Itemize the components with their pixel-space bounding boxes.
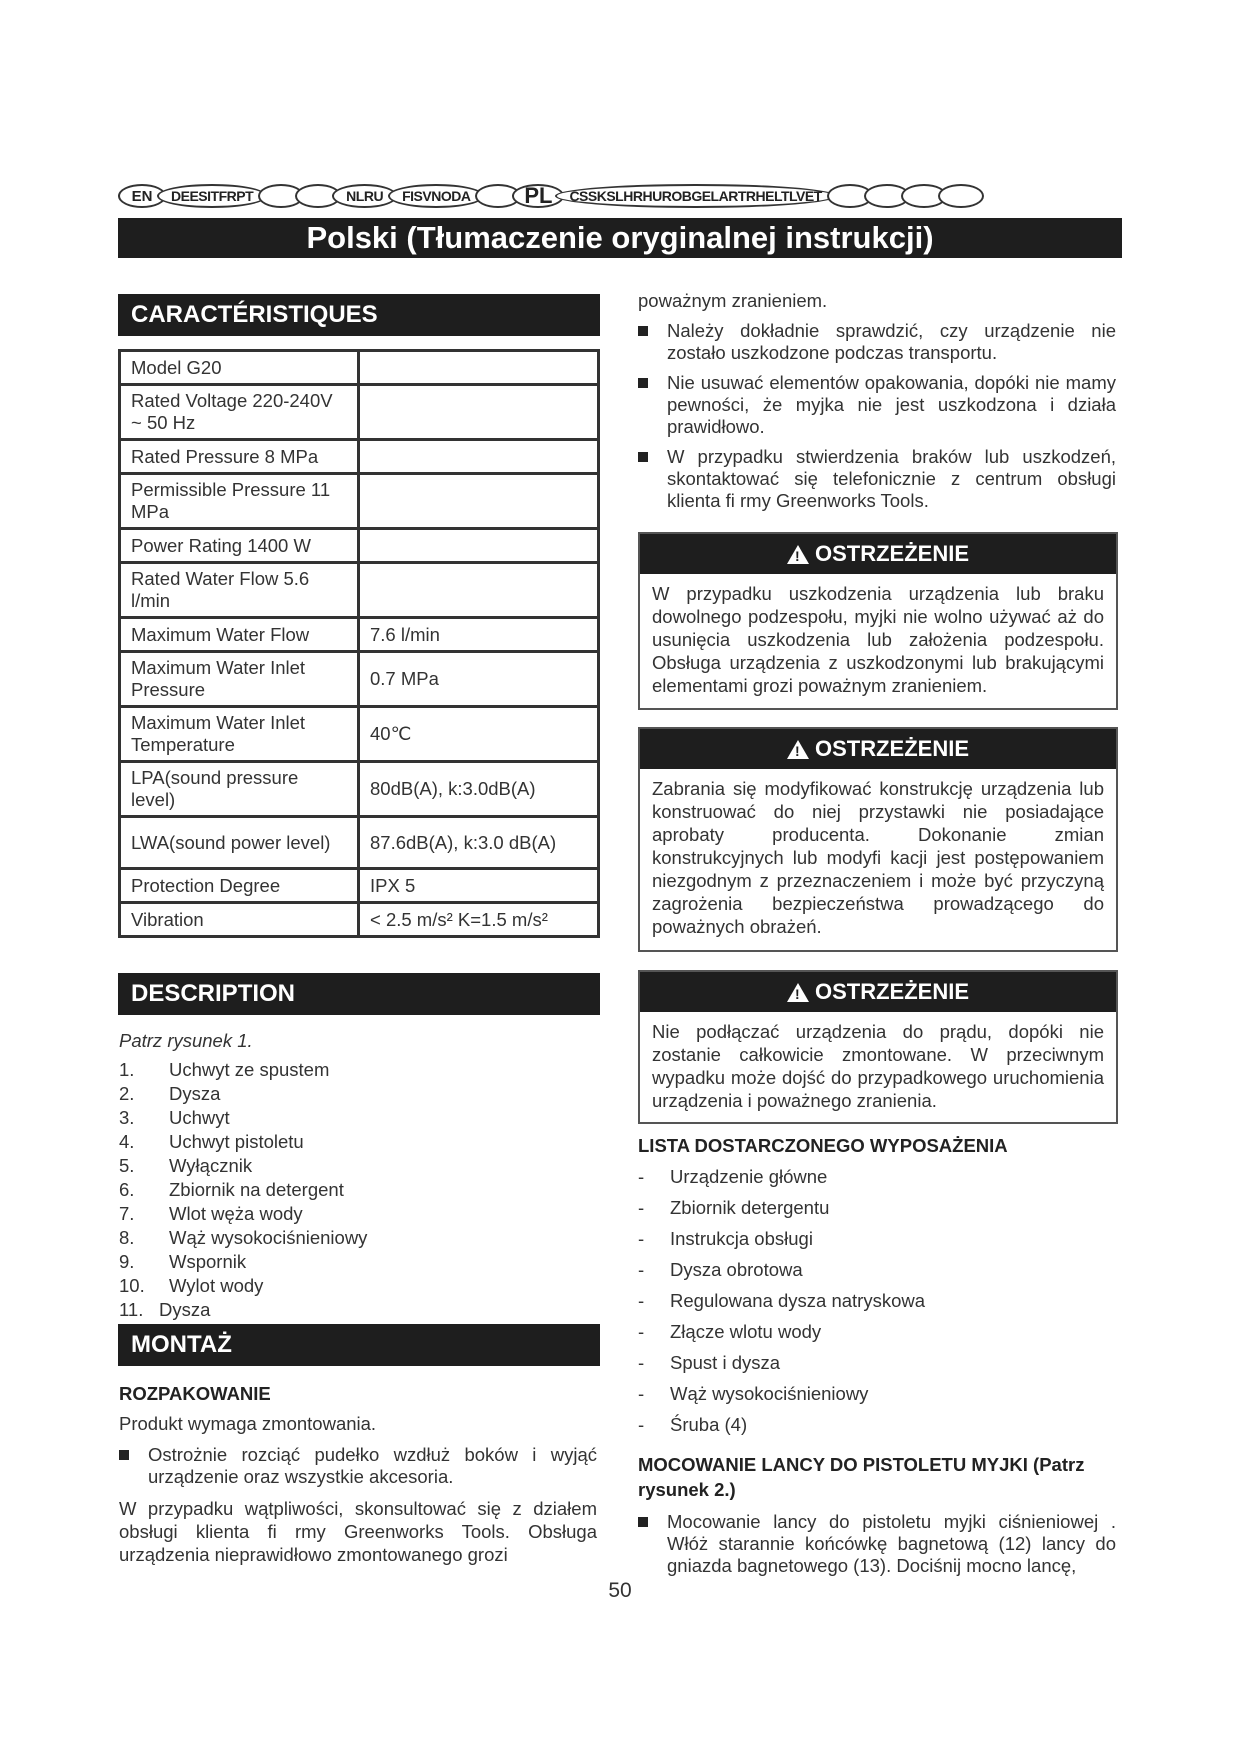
spec-row <box>120 618 599 652</box>
spec-label: Power Rating 1400 W <box>120 529 359 563</box>
spec-value: 87.6dB(A), k:3.0 dB(A) <box>359 817 599 869</box>
bullet-text: Ostrożnie rozciąć pudełko wzdłuż boków i wyjąć urządzenie oraz wszystkie akcesoria. <box>148 1444 597 1487</box>
list-item-text: Spust i dysza <box>670 1352 781 1373</box>
list-item <box>638 1378 1116 1409</box>
spec-row <box>120 817 599 869</box>
dash-marker: - <box>638 1197 645 1218</box>
spec-row <box>120 652 599 707</box>
list-item-number: 10. <box>119 1275 145 1296</box>
list-item <box>638 1254 1116 1285</box>
lang-no: NO <box>431 188 452 204</box>
spec-row <box>120 440 599 474</box>
spec-label: Rated Voltage 220-240V ~ 50 Hz <box>120 385 359 440</box>
list-item-text: Uchwyt <box>169 1107 230 1128</box>
warning-header <box>640 729 1116 769</box>
unpacking-bullet <box>119 1444 597 1488</box>
spec-value <box>359 440 599 474</box>
lang-hu: HU <box>642 188 662 204</box>
list-item-text: Urządzenie główne <box>670 1166 828 1187</box>
lang-tab-group-4 <box>555 184 835 208</box>
list-item-text: Wąż wysokociśnieniowy <box>169 1227 368 1248</box>
spec-value: < 2.5 m/s² K=1.5 m/s² <box>359 903 599 937</box>
lang-ro: RO <box>661 188 682 204</box>
lang-tab-group-1 <box>157 184 267 208</box>
list-item-text: Zbiornik na detergent <box>169 1179 344 1200</box>
warning-text: Nie podłączać urządzenia do prądu, dopóki nie zostanie całkowicie zmontowane. W przeciwnym wypadku może dojść do przypadkowego uruchomienia urządzenia i poważnego zranienia. <box>652 1021 1104 1111</box>
spec-value <box>359 385 599 440</box>
spec-value <box>359 351 599 385</box>
list-item-number: 9. <box>119 1251 135 1272</box>
lang-tab-en: EN <box>118 184 166 208</box>
dash-marker: - <box>638 1259 645 1280</box>
lang-lt: LT <box>773 188 790 204</box>
spec-row <box>120 529 599 563</box>
language-tabs <box>118 181 1118 211</box>
lang-cs: CS <box>569 188 588 204</box>
list-item <box>119 1058 589 1082</box>
lang-bg: BG <box>681 188 702 204</box>
list-item <box>638 1347 1116 1378</box>
warning-header <box>640 972 1116 1012</box>
description-intro: Patrz rysunek 1. <box>119 1030 253 1051</box>
list-item-number: 2. <box>119 1083 135 1104</box>
lang-ar: AR <box>718 188 738 204</box>
spec-row <box>120 474 599 529</box>
list-item <box>638 1192 1116 1223</box>
lang-hr: HR <box>623 188 643 204</box>
warning-box-1 <box>638 532 1118 710</box>
spec-value <box>359 474 599 529</box>
list-item <box>119 1130 589 1154</box>
dash-marker: - <box>638 1414 645 1435</box>
lang-fr: FR <box>218 188 237 204</box>
spec-label: Maximum Water Inlet Temperature <box>120 707 359 762</box>
lang-he: HE <box>755 188 774 204</box>
lang-da: DA <box>451 188 471 204</box>
warning-header <box>640 534 1116 574</box>
lang-sk: SK <box>587 188 607 204</box>
list-item-text: Wlot węża wody <box>169 1203 303 1224</box>
spec-label: LPA(sound pressure level) <box>120 762 359 817</box>
bullet-marker <box>638 452 648 462</box>
spec-row <box>120 903 599 937</box>
lang-pt: PT <box>236 188 254 204</box>
spec-row <box>120 762 599 817</box>
lang-it: IT <box>207 188 219 204</box>
list-item-text: Wyłącznik <box>169 1155 253 1176</box>
list-item <box>638 1285 1116 1316</box>
spec-label: Rated Pressure 8 MPa <box>120 440 359 474</box>
spec-row <box>120 385 599 440</box>
list-item-text: Wąż wysokociśnieniowy <box>670 1383 869 1404</box>
lang-tab-blank <box>938 184 984 208</box>
check-bullet <box>638 446 1116 512</box>
lang-sl: SL <box>606 188 624 204</box>
list-item <box>119 1178 589 1202</box>
unpacking-note: W przypadku wątpliwości, skonsultować się z działem obsługi klienta fi rmy Greenworks Tools. Obsługa urządzenia nieprawidłowo zmontowanego grozi <box>119 1498 597 1565</box>
supplied-list-heading: LISTA DOSTARCZONEGO WYPOSAŻENIA <box>638 1135 1008 1156</box>
check-bullet <box>638 372 1116 438</box>
dash-marker: - <box>638 1166 645 1187</box>
lang-sv: SV <box>413 188 432 204</box>
list-item-number: 4. <box>119 1131 135 1152</box>
spec-label: Protection Degree <box>120 869 359 903</box>
spec-value: 7.6 l/min <box>359 618 599 652</box>
warning-box-3 <box>638 970 1118 1124</box>
continued-text: poważnym zranieniem. <box>638 290 828 311</box>
lang-tab-group-3 <box>388 184 484 208</box>
lance-heading: MOCOWANIE LANCY DO PISTOLETU MYJKI (Patrz rysunek 2.) <box>638 1454 1085 1500</box>
dash-marker: - <box>638 1290 645 1311</box>
spec-row <box>120 869 599 903</box>
bullet-text: Mocowanie lancy do pistoletu myjki ciśnieniowej . Włóż starannie końcówkę bagnetową (12) lancy do gniazda bagnetowego (13). Dociśnij mocno lancę, <box>667 1511 1116 1576</box>
lang-el: EL <box>701 188 719 204</box>
list-item-number: 1. <box>119 1059 135 1080</box>
bullet-text: Należy dokładnie sprawdzić, czy urządzenie nie zostało uszkodzone podczas transportu. <box>667 320 1116 363</box>
spec-row <box>120 563 599 618</box>
bullet-marker <box>119 1450 129 1460</box>
bullet-text: Nie usuwać elementów opakowania, dopóki nie mamy pewności, że myjka nie jest uszkodzona i działa prawidłowo. <box>667 372 1116 437</box>
list-item-text: Uchwyt ze spustem <box>169 1059 330 1080</box>
spec-label: Permissible Pressure 11 MPa <box>120 474 359 529</box>
list-item <box>638 1223 1116 1254</box>
list-item <box>119 1298 589 1322</box>
list-item <box>119 1250 589 1274</box>
unpacking-heading: ROZPAKOWANIE <box>119 1383 271 1404</box>
description-list <box>119 1058 589 1322</box>
warning-box-2 <box>638 727 1118 952</box>
list-item-number: 5. <box>119 1155 135 1176</box>
warning-icon <box>787 740 809 759</box>
list-item-number: 11. <box>119 1299 144 1320</box>
lang-et: ET <box>804 188 822 204</box>
lang-ru: RU <box>363 188 384 204</box>
warning-icon <box>787 545 809 564</box>
list-item-number: 3. <box>119 1107 135 1128</box>
dash-marker: - <box>638 1228 645 1249</box>
spec-row <box>120 351 599 385</box>
description-heading: DESCRIPTION <box>118 973 600 1015</box>
spec-value: 40℃ <box>359 707 599 762</box>
spec-label: Maximum Water Inlet Pressure <box>120 652 359 707</box>
page-number: 50 <box>608 1579 632 1602</box>
dash-marker: - <box>638 1383 645 1404</box>
list-item <box>119 1154 589 1178</box>
specs-table <box>118 349 600 938</box>
spec-value: IPX 5 <box>359 869 599 903</box>
spec-row <box>120 707 599 762</box>
list-item-text: Dysza <box>169 1083 221 1104</box>
spec-value <box>359 563 599 618</box>
list-item-number: 8. <box>119 1227 135 1248</box>
list-item <box>119 1106 589 1130</box>
spec-value: 80dB(A), k:3.0dB(A) <box>359 762 599 817</box>
list-item-text: Zbiornik detergentu <box>670 1197 830 1218</box>
spec-label: LWA(sound power level) <box>120 817 359 869</box>
supplied-list <box>638 1161 1116 1440</box>
spec-label: Maximum Water Flow <box>120 618 359 652</box>
list-item-text: Dysza <box>159 1299 211 1320</box>
list-item-number: 7. <box>119 1203 135 1224</box>
lang-es: ES <box>189 188 208 204</box>
lang-lv: LV <box>789 188 805 204</box>
lang-de: DE <box>171 188 190 204</box>
list-item <box>119 1202 589 1226</box>
specs-heading: CARACTÉRISTIQUES <box>118 294 600 336</box>
check-bullet <box>638 320 1116 364</box>
spec-label: Rated Water Flow 5.6 l/min <box>120 563 359 618</box>
spec-value <box>359 529 599 563</box>
bullet-marker <box>638 1517 648 1527</box>
bullet-marker <box>638 326 648 336</box>
warning-icon <box>787 983 809 1002</box>
warning-text: Zabrania się modyfikować konstrukcję urządzenia lub konstruować do niej przystawki nie posiadające aprobaty producenta. Dokonanie zmian konstrukcyjnych lub modyfi kacji jest postępowaniem niezgodnym z przeznaczeniem i może być przyczyną zagrożenia bezpieczeństwa prowadzącego do poważnych obrażeń. <box>652 778 1104 937</box>
montaz-heading: MONTAŻ <box>118 1324 600 1366</box>
lance-bullet <box>638 1511 1116 1577</box>
lang-nl: NL <box>346 188 364 204</box>
list-item-text: Wylot wody <box>169 1275 264 1296</box>
page-title: Polski (Tłumaczenie oryginalnej instrukcji) <box>118 218 1122 258</box>
list-item <box>119 1274 589 1298</box>
list-item-text: Złącze wlotu wody <box>670 1321 822 1342</box>
dash-marker: - <box>638 1352 645 1373</box>
warning-title: OSTRZEŻENIE <box>814 736 969 761</box>
list-item <box>638 1161 1116 1192</box>
spec-label: Model G20 <box>120 351 359 385</box>
list-item <box>638 1409 1116 1440</box>
lang-fi: FI <box>402 188 414 204</box>
unpacking-text: Produkt wymaga zmontowania. <box>119 1413 377 1434</box>
spec-value: 0.7 MPa <box>359 652 599 707</box>
list-item-text: Wspornik <box>169 1251 247 1272</box>
list-item <box>119 1082 589 1106</box>
warning-title: OSTRZEŻENIE <box>814 979 969 1004</box>
lang-tr: TR <box>737 188 756 204</box>
dash-marker: - <box>638 1321 645 1342</box>
list-item-text: Uchwyt pistoletu <box>169 1131 304 1152</box>
list-item-text: Instrukcja obsługi <box>670 1228 813 1249</box>
list-item-text: Dysza obrotowa <box>670 1259 803 1280</box>
check-bullets <box>638 320 1116 512</box>
list-item-number: 6. <box>119 1179 135 1200</box>
lang-tab-pl: PL <box>512 184 564 208</box>
list-item <box>638 1316 1116 1347</box>
spec-label: Vibration <box>120 903 359 937</box>
list-item-text: Regulowana dysza natryskowa <box>670 1290 926 1311</box>
list-item <box>119 1226 589 1250</box>
list-item-text: Śruba (4) <box>670 1414 748 1435</box>
bullet-text: W przypadku stwierdzenia braków lub uszkodzeń, skontaktować się telefonicznie z centrum obsługi klienta fi rmy Greenworks Tools. <box>667 446 1116 511</box>
warning-text: W przypadku uszkodzenia urządzenia lub braku dowolnego podzespołu, myjki nie wolno używać aż do usunięcia uszkodzenia lub założenia podzespołu. Obsługa urządzenia z uszkodzonymi lub brakującymi elementami grozi poważnym zranieniem. <box>652 583 1104 696</box>
bullet-marker <box>638 378 648 388</box>
warning-title: OSTRZEŻENIE <box>814 541 969 566</box>
